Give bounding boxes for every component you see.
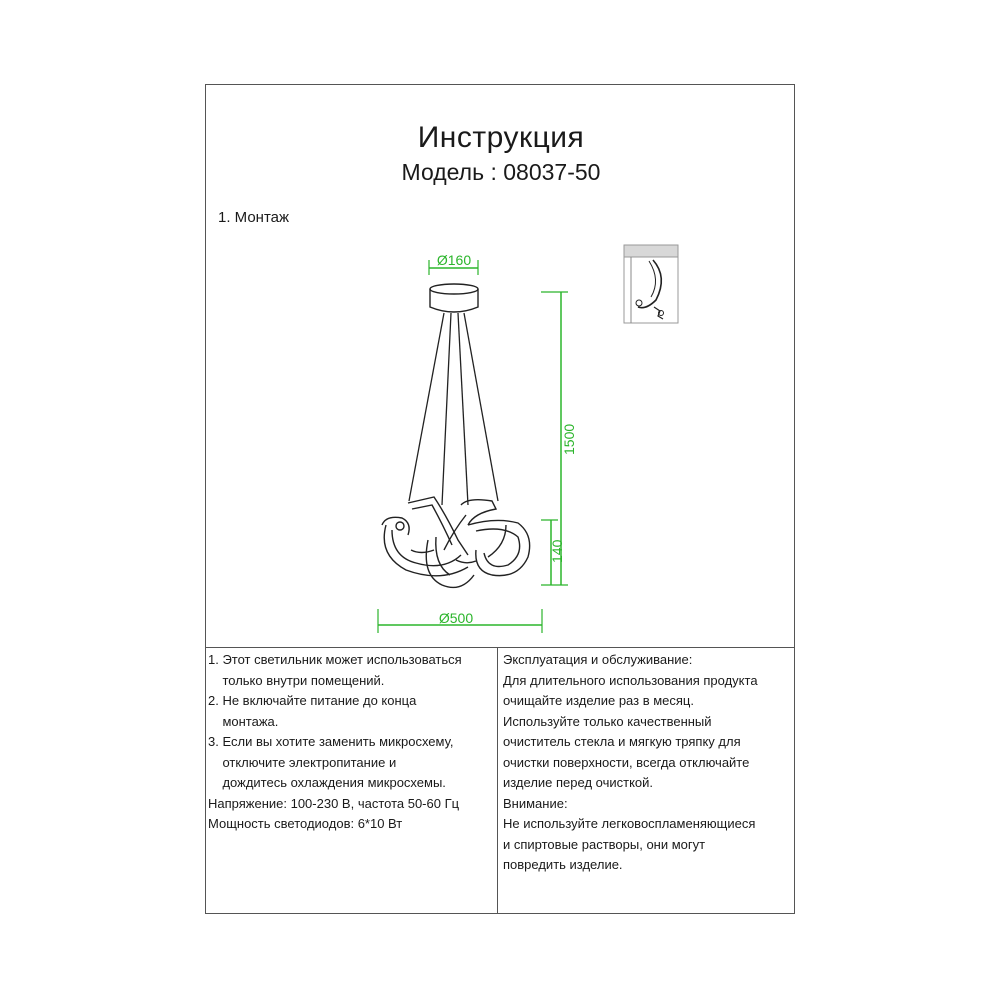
maintenance-line: Используйте только качественный — [503, 713, 712, 729]
safety-line: дождитесь охлаждения микросхемы. — [208, 775, 446, 790]
maintenance-line: очиститель стекла и мягкую тряпку для — [503, 734, 741, 749]
lamp-drawing — [206, 85, 796, 645]
suspension-cables — [409, 313, 498, 505]
maintenance-line: Для длительного использования продукта — [503, 672, 758, 688]
info-table — [206, 647, 794, 914]
dim-bottom-diameter — [378, 609, 542, 633]
safety-line: только внутри помещений. — [208, 672, 385, 688]
maintenance-line: очищайте изделие раз в месяц. — [503, 693, 694, 708]
maintenance-line: Внимание: — [503, 795, 568, 811]
safety-line: монтажа. — [208, 713, 279, 729]
page-title: Инструкция — [417, 121, 585, 154]
safety-line: 1. Этот светильник может использоваться — [208, 652, 462, 667]
maintenance-line: Не используйте легковоспламеняющиеся — [503, 816, 756, 831]
lamp-body — [382, 497, 530, 587]
mounting-inset — [624, 245, 678, 323]
maintenance-line: очистки поверхности, всегда отключайте — [503, 754, 750, 770]
dim-body-label: 140 — [549, 539, 565, 563]
maintenance-column — [499, 648, 794, 914]
instruction-sheet — [205, 84, 795, 914]
safety-column — [206, 648, 498, 914]
canopy — [430, 284, 478, 312]
dim-top-label: Ø160 — [436, 252, 472, 268]
dim-bottom-label: Ø500 — [438, 610, 474, 626]
safety-line: 3. Если вы хотите заменить микросхему, — [208, 734, 454, 749]
model-number: Модель : 08037-50 — [401, 159, 601, 185]
safety-line: Мощность светодиодов: 6*10 Вт — [208, 816, 403, 831]
maintenance-line: Эксплуатация и обслуживание: — [503, 652, 693, 667]
maintenance-line: и спиртовые растворы, они могут — [503, 836, 706, 852]
safety-line: Напряжение: 100-230 В, частота 50-60 Гц — [208, 795, 460, 811]
section-title: 1. Монтаж — [218, 209, 290, 226]
dim-top-diameter — [429, 252, 478, 275]
safety-line: 2. Не включайте питание до конца — [208, 693, 417, 708]
maintenance-line: повредить изделие. — [503, 857, 623, 872]
safety-line: отключите электропитание и — [208, 754, 397, 770]
maintenance-line: изделие перед очисткой. — [503, 775, 654, 790]
dim-height-label: 1500 — [561, 423, 577, 455]
